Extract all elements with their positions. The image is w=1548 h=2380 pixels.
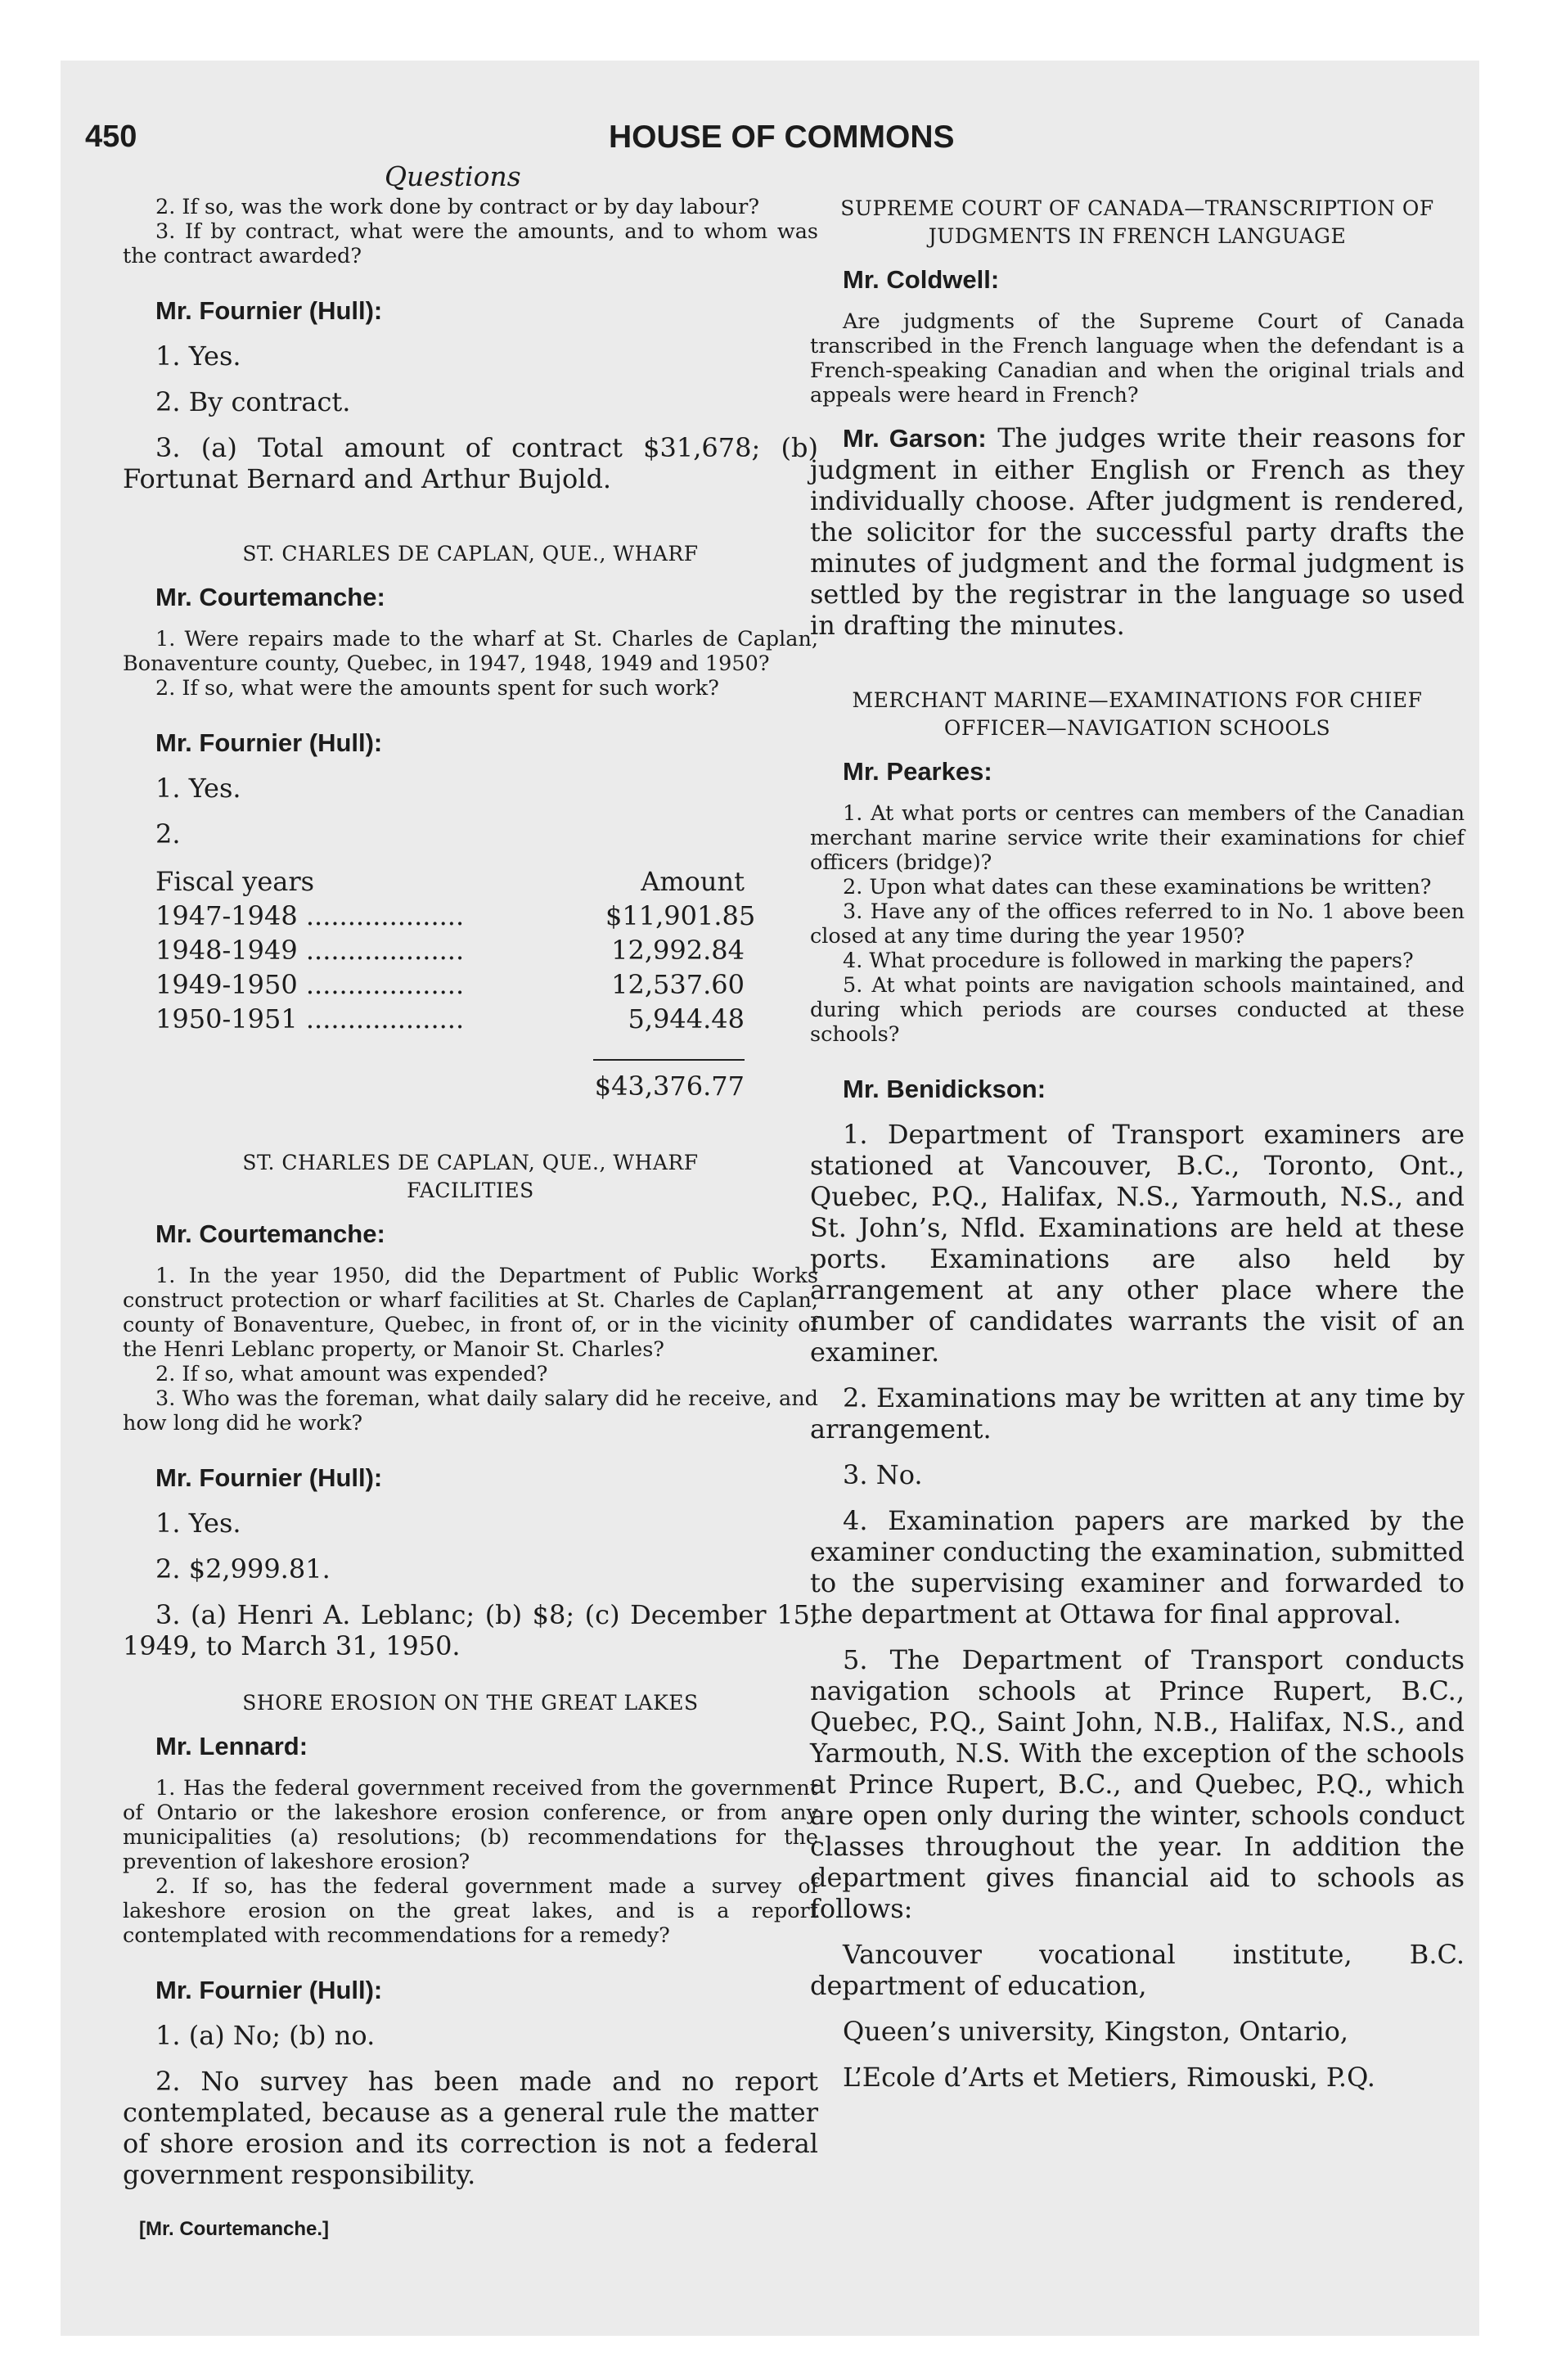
table-header-row	[155, 864, 745, 899]
section-heading: MERCHANT MARINE—EXAMINATIONS FOR CHIEF	[852, 688, 1423, 712]
question-text: 2. If so, what were the amounts spent for such work?	[155, 676, 719, 701]
section-heading: SUPREME COURT OF CANADA—TRANSCRIPTION OF	[840, 196, 1434, 220]
question-text: 5. At what points are navigation schools maintained, and during which periods are courses conducted at these schools?	[810, 973, 1465, 1047]
asker-name: Mr. Lennard:	[155, 1732, 308, 1760]
question-text: 3. If by contract, what were the amounts, and to whom was the contract awarded?	[123, 219, 818, 268]
answer-text: 2. Examinations may be written at any time by arrangement.	[810, 1382, 1465, 1445]
section-heading: JUDGMENTS IN FRENCH LANGUAGE	[928, 224, 1347, 248]
table-cell-amount: 5,944.48	[628, 1003, 745, 1034]
question-text: 1. Has the federal government received from the government of Ontario or the lakeshore erosion conference, or from any municipalities (a) resolutions; (b) recommendations for the prevention of lakeshore erosion?	[123, 1776, 818, 1874]
question-text: 3. Have any of the offices referred to in No. 1 above been closed at any time during the year 1950?	[810, 899, 1465, 949]
speaker-name: Mr. Fournier (Hull):	[155, 296, 383, 325]
answer-text: 3. No.	[843, 1459, 923, 1490]
page-number: 450	[85, 119, 137, 154]
asker-name: Mr. Pearkes:	[843, 757, 992, 786]
table-total: $43,376.77	[594, 1071, 745, 1102]
answer-text: Vancouver vocational institute, B.C. department of education,	[810, 1939, 1465, 2001]
question-text: 1. Were repairs made to the wharf at St. Charles de Caplan, Bonaventure county, Quebec, in 1947, 1948, 1949 and 1950?	[123, 627, 818, 676]
question-text: Are judgments of the Supreme Court of Canada transcribed in the French language when the defendant is a French-speaking Canadian and when the original trials and appeals were heard in French?	[810, 309, 1465, 408]
answer-text: 1. Yes.	[155, 340, 241, 372]
page-header	[85, 119, 961, 169]
section-heading: OFFICER—NAVIGATION SCHOOLS	[943, 716, 1331, 740]
section-heading: FACILITIES	[407, 1179, 534, 1202]
table-cell-amount: $11,901.85	[605, 900, 756, 931]
question-text: 1. At what ports or centres can members of the Canadian merchant marine service write their examinations for chief officers (bridge)?	[810, 801, 1465, 875]
question-text: 4. What procedure is followed in marking the papers?	[843, 949, 1414, 973]
speaker-name: Mr. Fournier (Hull):	[155, 1463, 383, 1492]
asker-name: Mr. Coldwell:	[843, 265, 1000, 294]
amounts-table	[155, 864, 756, 1103]
answer-text: 2. $2,999.81.	[155, 1553, 331, 1584]
answer-text: 1. Department of Transport examiners are stationed at Vancouver, B.C., Toronto, Ont., Quebec, P.Q., Halifax, N.S., Yarmouth, N.S., and St. John’s, Nfld. Examinations are held at these ports. Examinations are also held by arrangement at any other place where the number of candidates warrants the visit of an examiner.	[810, 1119, 1465, 1368]
answer-text: 1. Yes.	[155, 1508, 241, 1539]
speaker-name: Mr. Fournier (Hull):	[155, 1976, 383, 2004]
answer-paragraph	[810, 422, 1465, 641]
question-text: 3. Who was the foreman, what daily salary did he receive, and how long did he work?	[123, 1386, 818, 1436]
answer-text: 4. Examination papers are marked by the examiner conducting the examination, submitted to the supervising examiner and forwarded to the department at Ottawa for final approval.	[810, 1505, 1465, 1629]
table-cell-year: 1948-1949 ...................	[155, 935, 465, 966]
answer-text: 2. No survey has been made and no report contemplated, because as a general rule the matter of shore erosion and its correction is not a federal government responsibility.	[123, 2066, 818, 2190]
question-text: 1. In the year 1950, did the Department of Public Works construct protection or wharf facilities at St. Charles de Caplan, county of Bonaventure, Quebec, in front of, or in the vicinity of the Henri Leblanc property, or Manoir St. Charles?	[123, 1264, 818, 1362]
table-row	[155, 933, 745, 967]
question-text: 2. If so, was the work done by contract or by day labour?	[155, 195, 760, 219]
speaker-name: Mr. Garson:	[843, 424, 987, 453]
section-heading: ST. CHARLES DE CAPLAN, QUE., WHARF	[242, 1151, 699, 1174]
table-row	[155, 1002, 745, 1036]
section-label: Questions	[385, 160, 521, 192]
answer-text: 3. (a) Henri A. Leblanc; (b) $8; (c) December 15, 1949, to March 31, 1950.	[123, 1599, 818, 1661]
left-column	[123, 195, 818, 2241]
right-column	[810, 195, 1465, 2093]
speaker-name: Mr. Benidickson:	[843, 1075, 1046, 1103]
table-row	[155, 899, 756, 933]
table-row	[155, 967, 745, 1002]
table-cell-amount: 12,992.84	[611, 935, 745, 966]
asker-name: Mr. Courtemanche:	[155, 1219, 385, 1248]
table-cell-year: 1949-1950 ...................	[155, 969, 465, 1000]
answer-text: 5. The Department of Transport conducts navigation schools at Prince Rupert, B.C., Quebec, P.Q., Saint John, N.B., Halifax, N.S., and Yarmouth, N.S. With the exception of the schools at Prince Rupert, B.C., and Quebec, P.Q., which are open only during the winter, schools conduct classes throughout the year. In addition the department gives financial aid to schools as follows:	[810, 1644, 1465, 1924]
running-head: HOUSE OF COMMONS	[609, 119, 955, 155]
question-text: 2. Upon what dates can these examinations be written?	[843, 875, 1432, 899]
answer-text: 2. By contract.	[155, 386, 351, 417]
table-column-header: Amount	[641, 866, 745, 897]
answer-text: 1. (a) No; (b) no.	[155, 2020, 376, 2051]
answer-text: The judges write their reasons for judgment in either English or French as they individually choose. After judgment is rendered, the solicitor for the successful party drafts the minutes of judgment and the formal judgment is settled by the registrar in the language so used in drafting the minutes.	[810, 422, 1465, 641]
total-rule	[593, 1059, 745, 1061]
answer-text: L’Ecole d’Arts et Metiers, Rimouski, P.Q.	[843, 2062, 1375, 2093]
answer-text: 2.	[155, 818, 181, 850]
question-text: 2. If so, has the federal government made a survey of lakeshore erosion on the great lakes, and is a report contemplated with recommendations for a remedy?	[123, 1874, 818, 1948]
section-heading: SHORE EROSION ON THE GREAT LAKES	[242, 1691, 699, 1715]
speaker-name: Mr. Fournier (Hull):	[155, 728, 383, 757]
answer-text: 1. Yes.	[155, 773, 241, 804]
table-cell-year: 1950-1951 ...................	[155, 1003, 465, 1034]
table-cell-amount: 12,537.60	[611, 969, 745, 1000]
footer-note: [Mr. Courtemanche.]	[139, 2218, 330, 2240]
question-text: 2. If so, what amount was expended?	[155, 1362, 548, 1386]
answer-text: 3. (a) Total amount of contract $31,678; (b) Fortunat Bernard and Arthur Bujold.	[123, 432, 818, 494]
answer-text: Queen’s university, Kingston, Ontario,	[843, 2016, 1349, 2047]
table-column-header: Fiscal years	[155, 866, 315, 897]
section-heading: ST. CHARLES DE CAPLAN, QUE., WHARF	[242, 542, 699, 566]
table-cell-year: 1947-1948 ...................	[155, 900, 465, 931]
asker-name: Mr. Courtemanche:	[155, 583, 385, 611]
